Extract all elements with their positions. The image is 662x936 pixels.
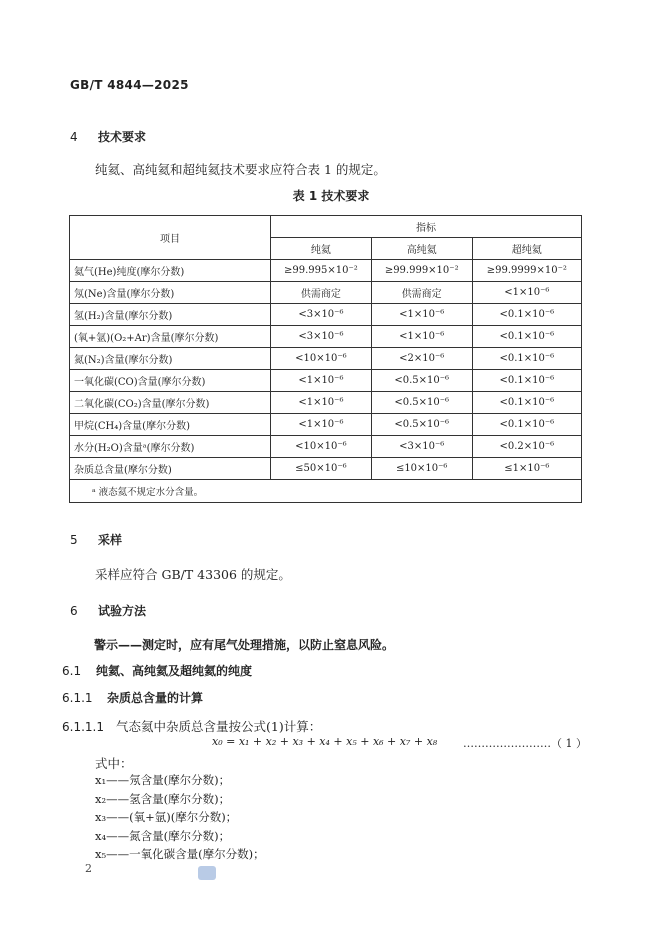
- row-value: ≥99.999×10⁻²: [371, 260, 472, 282]
- table-row: [70, 304, 582, 326]
- row-value: <1×10⁻⁶: [271, 414, 372, 436]
- row-value: ≥99.9999×10⁻²: [472, 260, 581, 282]
- grade-header: 纯氦: [271, 238, 372, 260]
- row-value: <0.1×10⁻⁶: [472, 326, 581, 348]
- row-item: 氦气(He)纯度(摩尔分数): [70, 260, 271, 282]
- list-item: x₄——氮含量(摩尔分数)；: [95, 828, 231, 843]
- row-value: <0.5×10⁻⁶: [371, 370, 472, 392]
- list-item: x₁——氖含量(摩尔分数)；: [95, 773, 231, 787]
- table-row: [70, 282, 582, 304]
- section-number: 5: [70, 533, 78, 547]
- row-item: 甲烷(CH₄)含量(摩尔分数): [70, 414, 271, 436]
- row-item: 水分(H₂O)含量ᵃ(摩尔分数): [70, 436, 271, 458]
- row-item: (氧+氩)(O₂+Ar)含量(摩尔分数): [70, 326, 271, 348]
- item-header: 项目: [70, 216, 271, 260]
- spec-table: [69, 215, 582, 503]
- section-number: 6.1.1: [62, 691, 93, 705]
- row-value: <0.1×10⁻⁶: [472, 370, 581, 392]
- row-value: <10×10⁻⁶: [271, 436, 372, 458]
- row-item: 一氧化碳(CO)含量(摩尔分数): [70, 370, 271, 392]
- table-caption: 表 1 技术要求: [292, 189, 370, 203]
- section-number: 6.1.1.1: [62, 720, 104, 734]
- row-value: <0.2×10⁻⁶: [472, 436, 581, 458]
- row-value: ≤10×10⁻⁶: [371, 458, 472, 480]
- table-row: [70, 348, 582, 370]
- section-number: 6.1: [62, 664, 82, 678]
- section-title: 采样: [98, 533, 123, 547]
- row-value: <0.1×10⁻⁶: [472, 304, 581, 326]
- row-item: 氢(H₂)含量(摩尔分数): [70, 304, 271, 326]
- section-5-heading: [70, 531, 122, 548]
- row-value: <10×10⁻⁶: [271, 348, 372, 370]
- row-item: 氮(N₂)含量(摩尔分数): [70, 348, 271, 370]
- section-6-1-heading: [62, 662, 252, 679]
- variable-list: [95, 772, 265, 865]
- row-value: ≥99.995×10⁻²: [271, 260, 372, 282]
- section-6-1-1-1: [62, 716, 321, 735]
- section-title: 纯氦、高纯氦及超纯氦的纯度: [96, 664, 253, 678]
- row-value: <0.1×10⁻⁶: [472, 348, 581, 370]
- row-value: <3×10⁻⁶: [371, 436, 472, 458]
- section-number: 6: [70, 604, 78, 618]
- list-item: x₂——氢含量(摩尔分数)；: [95, 791, 231, 806]
- table-row: [70, 436, 582, 458]
- watermark-logo-icon: [198, 866, 216, 880]
- section-text: 气态氦中杂质总含量按公式(1)计算：: [116, 719, 322, 734]
- table-row: [70, 260, 582, 282]
- section-title: 试验方法: [98, 604, 147, 618]
- where-label: 式中：: [95, 756, 133, 771]
- standard-number: GB/T 4844—2025: [70, 78, 189, 92]
- section-number: 4: [70, 130, 78, 144]
- section-6-1-1-heading: [62, 689, 203, 706]
- row-value: ≤1×10⁻⁶: [472, 458, 581, 480]
- table-row: [70, 458, 582, 480]
- index-header: 指标: [271, 216, 582, 238]
- section-title: 杂质总含量的计算: [107, 691, 204, 705]
- row-value: <0.1×10⁻⁶: [472, 414, 581, 436]
- row-value: <0.5×10⁻⁶: [371, 414, 472, 436]
- grade-header: 超纯氦: [472, 238, 581, 260]
- list-item: x₃——(氧+氩)(摩尔分数)；: [95, 810, 238, 824]
- row-value: <1×10⁻⁶: [271, 370, 372, 392]
- row-value: <1×10⁻⁶: [371, 304, 472, 326]
- row-value: <0.5×10⁻⁶: [371, 392, 472, 414]
- row-item: 杂质总含量(摩尔分数): [70, 458, 271, 480]
- row-value: <3×10⁻⁶: [271, 326, 372, 348]
- row-value: <1×10⁻⁶: [472, 282, 581, 304]
- table-row: [70, 326, 582, 348]
- warning-text: 警示——测定时，应有尾气处理措施，以防止窒息风险。: [94, 638, 395, 652]
- grade-header: 高纯氦: [371, 238, 472, 260]
- row-value: 供需商定: [371, 282, 472, 304]
- page-number: 2: [85, 862, 92, 875]
- row-value: <3×10⁻⁶: [271, 304, 372, 326]
- row-value: <2×10⁻⁶: [371, 348, 472, 370]
- row-value: <1×10⁻⁶: [371, 326, 472, 348]
- table-row: [70, 414, 582, 436]
- table-footnote: ᵃ 液态氦不规定水分含量。: [70, 480, 582, 503]
- row-value: <0.1×10⁻⁶: [472, 392, 581, 414]
- row-value: <1×10⁻⁶: [271, 392, 372, 414]
- row-item: 氖(Ne)含量(摩尔分数): [70, 282, 271, 304]
- row-value: 供需商定: [271, 282, 372, 304]
- section-4-intro: 纯氦、高纯氦和超纯氦技术要求应符合表 1 的规定。: [95, 162, 386, 177]
- list-item: x₅——一氧化碳含量(摩尔分数)；: [95, 847, 265, 861]
- formula: x₀ = x₁ + x₂ + x₃ + x₄ + x₅ + x₆ + x₇ + x₈: [212, 735, 438, 748]
- section-5-text: 采样应符合 GB/T 43306 的规定。: [95, 567, 291, 582]
- section-4-heading: [70, 128, 146, 145]
- section-6-heading: [70, 602, 146, 619]
- section-title: 技术要求: [98, 130, 147, 144]
- row-item: 二氧化碳(CO₂)含量(摩尔分数): [70, 392, 271, 414]
- formula-number: ……………………（ 1 ）: [463, 737, 587, 750]
- table-row: [70, 370, 582, 392]
- row-value: ≤50×10⁻⁶: [271, 458, 372, 480]
- table-row: [70, 392, 582, 414]
